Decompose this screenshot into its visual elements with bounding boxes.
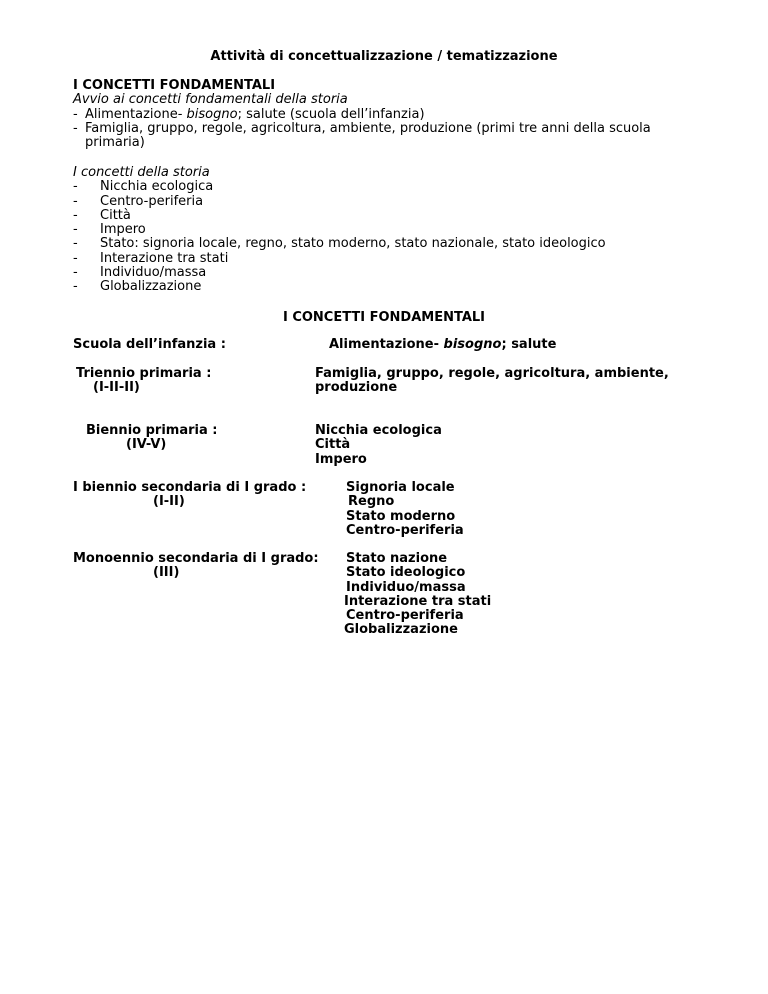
list-item: - Nicchia ecologica	[73, 180, 713, 194]
row-label: Monoennio secondaria di I grado: (III)	[73, 551, 319, 581]
list-item: - Centro-periferia	[73, 195, 713, 209]
section-intro: I concetti della storia	[73, 165, 210, 180]
table-title: I CONCETTI FONDAMENTALI	[282, 310, 486, 325]
row-label: Scuola dell’infanzia :	[73, 337, 226, 352]
row-label: I biennio secondaria di I grado : (I-II)	[73, 480, 307, 510]
row-label: Biennio primaria : (IV-V)	[86, 423, 218, 453]
section-intro: Avvio ai concetti fondamentali della storia	[73, 92, 348, 108]
list-item: - Globalizzazione	[73, 280, 713, 294]
row-value: Famiglia, gruppo, regole, agricoltura, ambiente, produzione	[315, 366, 669, 396]
list-item: - Alimentazione- bisogno; salute (scuola dell’infanzia)	[73, 108, 713, 122]
list-item: - Interazione tra stati	[73, 252, 713, 266]
list-item: - Stato: signoria locale, regno, stato moderno, stato nazionale, stato ideologico	[73, 237, 713, 251]
row-label: Triennio primaria : (I-II-II)	[76, 366, 212, 396]
intro-concepts-list	[73, 108, 713, 151]
list-item: - Impero	[73, 223, 713, 237]
row-value: Signoria locale Regno Stato moderno Centro-periferia	[346, 480, 464, 538]
section-history-concepts	[73, 166, 713, 295]
list-item: - Famiglia, gruppo, regole, agricoltura, ambiente, produzione (primi tre anni della scuola primaria)	[73, 122, 713, 151]
history-concepts-list	[73, 180, 713, 294]
row-value: Alimentazione- bisogno; salute	[329, 337, 557, 352]
section-heading: I CONCETTI FONDAMENTALI	[73, 78, 276, 93]
row-value: Nicchia ecologica Città Impero	[315, 423, 442, 467]
row-value: Stato nazione Stato ideologico Individuo/massa Interazione tra stati Centro-periferia Globalizzazione	[344, 551, 492, 638]
list-item: - Individuo/massa	[73, 266, 713, 280]
section-fundamental-concepts	[73, 79, 713, 150]
list-item: - Città	[73, 209, 713, 223]
page-title: Attività di concettualizzazione / tematizzazione	[210, 49, 558, 64]
